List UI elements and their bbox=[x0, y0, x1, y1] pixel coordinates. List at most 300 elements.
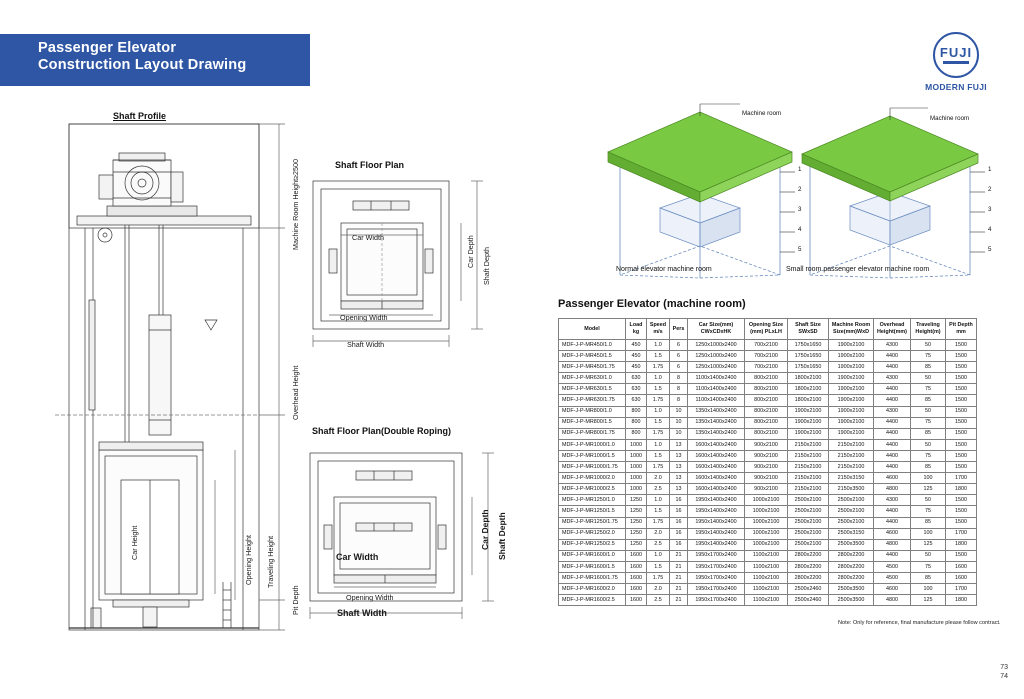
cell-value: 2.5 bbox=[647, 539, 670, 550]
cell-value: 13 bbox=[670, 473, 688, 484]
cell-value: 1250 bbox=[626, 528, 647, 539]
iso-right-tick-3: 3 bbox=[988, 206, 992, 213]
iso-left-tick-1: 1 bbox=[798, 166, 802, 173]
cell-value: 6 bbox=[670, 340, 688, 351]
cell-value: 4300 bbox=[874, 495, 911, 506]
spec-col-header: Overhead Height(mm) bbox=[874, 319, 911, 340]
cell-value: 1000 bbox=[626, 439, 647, 450]
cell-value: 2.0 bbox=[647, 473, 670, 484]
cell-value: 4600 bbox=[874, 473, 911, 484]
logo-bar bbox=[943, 61, 969, 64]
cell-value: 1.5 bbox=[647, 351, 670, 362]
cell-value: 1.0 bbox=[647, 495, 670, 506]
cell-value: 10 bbox=[670, 417, 688, 428]
logo-subtext: MODERN FUJI bbox=[925, 82, 987, 92]
shaft-floor-plan-double-drawing bbox=[300, 445, 510, 635]
cell-value: 800x2100 bbox=[745, 406, 788, 417]
cell-value: 50 bbox=[911, 406, 946, 417]
cell-value: 1900x2100 bbox=[829, 362, 874, 373]
iso-left-caption: Normal elevator machine room bbox=[616, 266, 712, 273]
cell-value: 2500x2100 bbox=[788, 517, 829, 528]
machine-room-label-right: Machine room bbox=[930, 115, 970, 122]
label-machine-room-height: Machine Room Height≥2500 bbox=[291, 158, 300, 250]
cell-model: MDF-J-P-MR1600/1.75 bbox=[559, 572, 626, 583]
spec-table-header-row bbox=[559, 319, 977, 340]
cell-value: 21 bbox=[670, 572, 688, 583]
cell-value: 2500x2100 bbox=[788, 495, 829, 506]
cell-value: 4400 bbox=[874, 550, 911, 561]
cell-value: 1900x2100 bbox=[829, 428, 874, 439]
cell-value: 1.75 bbox=[647, 428, 670, 439]
spec-table-head bbox=[559, 319, 977, 340]
spec-table bbox=[558, 318, 977, 606]
cell-value: 125 bbox=[911, 595, 946, 606]
page-title bbox=[38, 40, 308, 74]
cell-value: 450 bbox=[626, 340, 647, 351]
cell-value: 50 bbox=[911, 340, 946, 351]
cell-value: 2500x3150 bbox=[829, 528, 874, 539]
cell-value: 900x2100 bbox=[745, 484, 788, 495]
cell-model: MDF-J-P-MR800/1.5 bbox=[559, 417, 626, 428]
cell-value: 1700 bbox=[946, 584, 977, 595]
cell-value: 1.75 bbox=[647, 395, 670, 406]
cell-value: 21 bbox=[670, 595, 688, 606]
cell-value: 85 bbox=[911, 395, 946, 406]
cell-value: 1950x1700x2400 bbox=[688, 595, 745, 606]
table-row bbox=[559, 572, 977, 583]
cell-value: 2150x2100 bbox=[788, 462, 829, 473]
cell-value: 1800 bbox=[946, 595, 977, 606]
page-number-top: 73 bbox=[1000, 664, 1008, 671]
cell-model: MDF-J-P-MR1600/2.0 bbox=[559, 584, 626, 595]
cell-value: 1600 bbox=[626, 550, 647, 561]
cell-value: 2150x2100 bbox=[829, 439, 874, 450]
spec-col-header: Model bbox=[559, 319, 626, 340]
iso-left-tick-3: 3 bbox=[798, 206, 802, 213]
cell-value: 630 bbox=[626, 384, 647, 395]
label-opening-height: Opening Height bbox=[244, 535, 253, 585]
cell-value: 1000x2100 bbox=[745, 495, 788, 506]
cell-value: 1600 bbox=[626, 572, 647, 583]
iso-right-tick-4: 4 bbox=[988, 226, 992, 233]
cell-value: 125 bbox=[911, 539, 946, 550]
cell-value: 13 bbox=[670, 462, 688, 473]
cell-model: MDF-J-P-MR450/1.75 bbox=[559, 362, 626, 373]
cell-value: 1500 bbox=[946, 428, 977, 439]
label-opening-width-plan2: Opening Width bbox=[346, 593, 394, 602]
cell-value: 1950x1400x2400 bbox=[688, 506, 745, 517]
cell-value: 4300 bbox=[874, 406, 911, 417]
cell-value: 2150x2100 bbox=[788, 450, 829, 461]
cell-value: 4300 bbox=[874, 340, 911, 351]
shaft-floor-plan-double-title: Shaft Floor Plan(Double Roping) bbox=[312, 426, 451, 436]
cell-value: 1250x1000x2400 bbox=[688, 340, 745, 351]
spec-col-header: Pers bbox=[670, 319, 688, 340]
cell-value: 8 bbox=[670, 384, 688, 395]
cell-value: 1.75 bbox=[647, 362, 670, 373]
cell-value: 16 bbox=[670, 539, 688, 550]
cell-value: 1.75 bbox=[647, 462, 670, 473]
cell-value: 1500 bbox=[946, 373, 977, 384]
cell-value: 4600 bbox=[874, 584, 911, 595]
table-row bbox=[559, 406, 977, 417]
label-shaft-depth-plan2: Shaft Depth bbox=[497, 512, 507, 560]
cell-value: 800x2100 bbox=[745, 384, 788, 395]
cell-value: 1750x1650 bbox=[788, 340, 829, 351]
cell-value: 1250x1000x2400 bbox=[688, 362, 745, 373]
cell-value: 800x2100 bbox=[745, 395, 788, 406]
cell-value: 1250 bbox=[626, 495, 647, 506]
cell-model: MDF-J-P-MR800/1.0 bbox=[559, 406, 626, 417]
cell-value: 630 bbox=[626, 373, 647, 384]
iso-right-caption: Small room passenger elevator machine room bbox=[786, 266, 930, 273]
label-overhead-height: Overhead Height bbox=[291, 365, 300, 420]
cell-value: 13 bbox=[670, 439, 688, 450]
cell-value: 1500 bbox=[946, 517, 977, 528]
cell-value: 1600 bbox=[626, 584, 647, 595]
cell-value: 630 bbox=[626, 395, 647, 406]
iso-left-tick-2: 2 bbox=[798, 186, 802, 193]
table-row bbox=[559, 595, 977, 606]
label-car-depth-plan1: Car Depth bbox=[466, 235, 475, 268]
cell-value: 85 bbox=[911, 462, 946, 473]
cell-value: 125 bbox=[911, 484, 946, 495]
label-car-width-plan1: Car Width bbox=[352, 233, 384, 242]
cell-value: 10 bbox=[670, 428, 688, 439]
page-title-line1: Passenger Elevator bbox=[38, 40, 177, 56]
table-row bbox=[559, 373, 977, 384]
cell-value: 1.5 bbox=[647, 506, 670, 517]
cell-value: 50 bbox=[911, 495, 946, 506]
cell-value: 2800x2200 bbox=[829, 572, 874, 583]
cell-value: 4600 bbox=[874, 528, 911, 539]
cell-value: 1950x1700x2400 bbox=[688, 550, 745, 561]
cell-value: 2500x2100 bbox=[829, 495, 874, 506]
cell-value: 1500 bbox=[946, 362, 977, 373]
cell-value: 1000 bbox=[626, 484, 647, 495]
cell-value: 50 bbox=[911, 550, 946, 561]
cell-value: 85 bbox=[911, 428, 946, 439]
cell-value: 1950x1400x2400 bbox=[688, 539, 745, 550]
cell-value: 1600x1400x2400 bbox=[688, 484, 745, 495]
cell-value: 4400 bbox=[874, 362, 911, 373]
cell-value: 1500 bbox=[946, 462, 977, 473]
cell-value: 100 bbox=[911, 473, 946, 484]
cell-value: 21 bbox=[670, 550, 688, 561]
spec-col-header: Traveling Height(m) bbox=[911, 319, 946, 340]
cell-model: MDF-J-P-MR630/1.0 bbox=[559, 373, 626, 384]
cell-value: 4400 bbox=[874, 517, 911, 528]
cell-value: 16 bbox=[670, 517, 688, 528]
cell-model: MDF-J-P-MR1600/1.0 bbox=[559, 550, 626, 561]
cell-value: 1000 bbox=[626, 473, 647, 484]
spec-table-body bbox=[559, 340, 977, 606]
cell-value: 2500x2100 bbox=[788, 528, 829, 539]
cell-value: 4400 bbox=[874, 351, 911, 362]
cell-value: 1950x1400x2400 bbox=[688, 517, 745, 528]
cell-value: 1900x2100 bbox=[829, 351, 874, 362]
cell-value: 100 bbox=[911, 528, 946, 539]
spec-table-title: Passenger Elevator (machine room) bbox=[558, 298, 746, 310]
cell-value: 1900x2100 bbox=[829, 373, 874, 384]
cell-value: 50 bbox=[911, 439, 946, 450]
cell-model: MDF-J-P-MR1250/2.5 bbox=[559, 539, 626, 550]
cell-value: 85 bbox=[911, 517, 946, 528]
cell-value: 50 bbox=[911, 373, 946, 384]
cell-value: 1250 bbox=[626, 506, 647, 517]
cell-value: 1000x2100 bbox=[745, 506, 788, 517]
cell-value: 2500x3500 bbox=[829, 584, 874, 595]
cell-value: 2800x2200 bbox=[829, 550, 874, 561]
cell-value: 800x2100 bbox=[745, 428, 788, 439]
cell-value: 1100x1400x2400 bbox=[688, 384, 745, 395]
cell-model: MDF-J-P-MR1600/2.5 bbox=[559, 595, 626, 606]
cell-model: MDF-J-P-MR1250/1.5 bbox=[559, 506, 626, 517]
cell-value: 1500 bbox=[946, 450, 977, 461]
cell-value: 10 bbox=[670, 406, 688, 417]
cell-value: 75 bbox=[911, 351, 946, 362]
table-row bbox=[559, 473, 977, 484]
cell-value: 4800 bbox=[874, 595, 911, 606]
cell-value: 1.0 bbox=[647, 439, 670, 450]
cell-value: 1.0 bbox=[647, 340, 670, 351]
cell-value: 4400 bbox=[874, 506, 911, 517]
cell-model: MDF-J-P-MR1250/1.75 bbox=[559, 517, 626, 528]
cell-value: 900x2100 bbox=[745, 439, 788, 450]
cell-value: 1500 bbox=[946, 417, 977, 428]
label-car-height: Car Height bbox=[130, 525, 139, 560]
cell-value: 1000 bbox=[626, 450, 647, 461]
cell-value: 1800x2100 bbox=[788, 373, 829, 384]
cell-value: 2800x2200 bbox=[829, 561, 874, 572]
table-row bbox=[559, 417, 977, 428]
cell-value: 1600x1400x2400 bbox=[688, 462, 745, 473]
cell-value: 1800x2100 bbox=[788, 395, 829, 406]
cell-value: 700x2100 bbox=[745, 340, 788, 351]
table-row bbox=[559, 550, 977, 561]
shaft-profile-title: Shaft Profile bbox=[113, 111, 167, 121]
cell-value: 4400 bbox=[874, 417, 911, 428]
cell-value: 1250 bbox=[626, 539, 647, 550]
spec-col-header: Shaft Size SWxSD bbox=[788, 319, 829, 340]
cell-value: 700x2100 bbox=[745, 351, 788, 362]
page-number bbox=[1000, 663, 1008, 681]
cell-value: 4500 bbox=[874, 572, 911, 583]
cell-value: 1800x2100 bbox=[788, 384, 829, 395]
cell-value: 2800x2200 bbox=[788, 561, 829, 572]
spec-col-header: Pit Depth mm bbox=[946, 319, 977, 340]
cell-value: 1800 bbox=[946, 539, 977, 550]
cell-value: 85 bbox=[911, 572, 946, 583]
cell-value: 75 bbox=[911, 384, 946, 395]
cell-value: 1600x1400x2400 bbox=[688, 473, 745, 484]
cell-value: 900x2100 bbox=[745, 450, 788, 461]
cell-model: MDF-J-P-MR1000/1.5 bbox=[559, 450, 626, 461]
spec-col-header: Car Size(mm) CWxCDxHK bbox=[688, 319, 745, 340]
cell-value: 1500 bbox=[946, 340, 977, 351]
cell-value: 1500 bbox=[946, 550, 977, 561]
cell-value: 1900x2100 bbox=[788, 428, 829, 439]
cell-value: 700x2100 bbox=[745, 362, 788, 373]
spec-table-note: Note: Only for reference, final manufacture please follow contract. bbox=[838, 620, 1001, 626]
cell-model: MDF-J-P-MR1600/1.5 bbox=[559, 561, 626, 572]
cell-value: 16 bbox=[670, 495, 688, 506]
cell-value: 1900x2100 bbox=[829, 384, 874, 395]
cell-value: 1.5 bbox=[647, 417, 670, 428]
label-shaft-width-plan2: Shaft Width bbox=[337, 608, 387, 618]
table-row bbox=[559, 495, 977, 506]
cell-value: 1.0 bbox=[647, 406, 670, 417]
cell-value: 75 bbox=[911, 450, 946, 461]
cell-value: 1900x2100 bbox=[829, 417, 874, 428]
cell-value: 1700 bbox=[946, 473, 977, 484]
cell-value: 1100x2100 bbox=[745, 595, 788, 606]
cell-model: MDF-J-P-MR630/1.75 bbox=[559, 395, 626, 406]
cell-value: 16 bbox=[670, 528, 688, 539]
cell-value: 900x2100 bbox=[745, 462, 788, 473]
cell-value: 1500 bbox=[946, 506, 977, 517]
table-row bbox=[559, 484, 977, 495]
shaft-floor-plan-drawing bbox=[305, 175, 505, 375]
cell-model: MDF-J-P-MR1000/1.0 bbox=[559, 439, 626, 450]
label-pit-depth: Pit Depth bbox=[291, 585, 300, 615]
cell-value: 1600x1400x2400 bbox=[688, 439, 745, 450]
table-row bbox=[559, 439, 977, 450]
cell-value: 4400 bbox=[874, 395, 911, 406]
cell-model: MDF-J-P-MR1000/2.0 bbox=[559, 473, 626, 484]
cell-value: 4500 bbox=[874, 561, 911, 572]
cell-value: 800x2100 bbox=[745, 417, 788, 428]
machine-room-label-left: Machine room bbox=[742, 110, 782, 117]
shaft-floor-plan-title: Shaft Floor Plan bbox=[335, 160, 405, 170]
cell-value: 1500 bbox=[946, 439, 977, 450]
cell-value: 1000x2100 bbox=[745, 539, 788, 550]
cell-value: 4400 bbox=[874, 428, 911, 439]
cell-value: 4800 bbox=[874, 539, 911, 550]
cell-value: 800 bbox=[626, 417, 647, 428]
label-shaft-width-plan1: Shaft Width bbox=[347, 340, 385, 349]
cell-value: 1800 bbox=[946, 484, 977, 495]
cell-value: 2500x2460 bbox=[788, 595, 829, 606]
cell-value: 2500x2100 bbox=[829, 506, 874, 517]
cell-value: 1900x2100 bbox=[829, 395, 874, 406]
cell-value: 1.5 bbox=[647, 450, 670, 461]
cell-value: 1500 bbox=[946, 406, 977, 417]
cell-value: 2150x2100 bbox=[788, 473, 829, 484]
cell-value: 1500 bbox=[946, 395, 977, 406]
table-row bbox=[559, 340, 977, 351]
cell-model: MDF-J-P-MR450/1.0 bbox=[559, 340, 626, 351]
cell-model: MDF-J-P-MR1000/1.75 bbox=[559, 462, 626, 473]
cell-value: 85 bbox=[911, 362, 946, 373]
cell-value: 1750x1650 bbox=[788, 362, 829, 373]
cell-value: 2500x2460 bbox=[788, 584, 829, 595]
cell-value: 1600 bbox=[946, 572, 977, 583]
iso-right-tick-2: 2 bbox=[988, 186, 992, 193]
cell-value: 1100x2100 bbox=[745, 550, 788, 561]
table-row bbox=[559, 362, 977, 373]
cell-value: 1.75 bbox=[647, 572, 670, 583]
cell-value: 1900x2100 bbox=[788, 417, 829, 428]
cell-value: 75 bbox=[911, 417, 946, 428]
table-row bbox=[559, 395, 977, 406]
cell-value: 1000x2100 bbox=[745, 517, 788, 528]
table-row bbox=[559, 584, 977, 595]
iso-right-tick-5: 5 bbox=[988, 246, 992, 253]
cell-value: 4400 bbox=[874, 439, 911, 450]
cell-value: 75 bbox=[911, 561, 946, 572]
cell-model: MDF-J-P-MR1000/2.5 bbox=[559, 484, 626, 495]
cell-model: MDF-J-P-MR1250/2.0 bbox=[559, 528, 626, 539]
cell-value: 4400 bbox=[874, 450, 911, 461]
page-number-bottom: 74 bbox=[1000, 673, 1008, 680]
cell-value: 2500x2100 bbox=[788, 506, 829, 517]
cell-value: 2150x3150 bbox=[829, 473, 874, 484]
label-car-width-plan2: Car Width bbox=[336, 552, 379, 562]
cell-model: MDF-J-P-MR1250/1.0 bbox=[559, 495, 626, 506]
cell-value: 1600 bbox=[626, 595, 647, 606]
cell-value: 1500 bbox=[946, 384, 977, 395]
cell-value: 2500x2100 bbox=[788, 539, 829, 550]
cell-value: 2150x2100 bbox=[788, 484, 829, 495]
table-row bbox=[559, 528, 977, 539]
brand-logo bbox=[910, 32, 1002, 92]
cell-value: 1900x2100 bbox=[788, 406, 829, 417]
cell-value: 1.5 bbox=[647, 384, 670, 395]
cell-value: 13 bbox=[670, 484, 688, 495]
cell-value: 2.0 bbox=[647, 528, 670, 539]
spec-col-header: Load kg bbox=[626, 319, 647, 340]
cell-value: 4800 bbox=[874, 484, 911, 495]
table-row bbox=[559, 506, 977, 517]
iso-right-tick-1: 1 bbox=[988, 166, 992, 173]
cell-value: 8 bbox=[670, 373, 688, 384]
cell-value: 75 bbox=[911, 506, 946, 517]
spec-col-header: Machine Room Size(mm)WxD bbox=[829, 319, 874, 340]
label-shaft-depth-plan1: Shaft Depth bbox=[482, 247, 491, 285]
table-row bbox=[559, 450, 977, 461]
cell-value: 800x2100 bbox=[745, 373, 788, 384]
cell-model: MDF-J-P-MR630/1.5 bbox=[559, 384, 626, 395]
cell-value: 1250x1000x2400 bbox=[688, 351, 745, 362]
cell-value: 1900x2100 bbox=[829, 340, 874, 351]
cell-value: 100 bbox=[911, 584, 946, 595]
cell-value: 2150x2100 bbox=[829, 450, 874, 461]
cell-value: 1600 bbox=[626, 561, 647, 572]
cell-value: 1950x1700x2400 bbox=[688, 584, 745, 595]
cell-value: 2150x2100 bbox=[788, 439, 829, 450]
table-row bbox=[559, 428, 977, 439]
cell-value: 1950x1400x2400 bbox=[688, 528, 745, 539]
cell-value: 1950x1700x2400 bbox=[688, 561, 745, 572]
cell-value: 21 bbox=[670, 584, 688, 595]
cell-value: 16 bbox=[670, 506, 688, 517]
cell-value: 1.0 bbox=[647, 373, 670, 384]
cell-value: 8 bbox=[670, 395, 688, 406]
cell-value: 1100x2100 bbox=[745, 561, 788, 572]
table-row bbox=[559, 517, 977, 528]
cell-value: 1950x1700x2400 bbox=[688, 572, 745, 583]
table-row bbox=[559, 561, 977, 572]
cell-value: 2500x3500 bbox=[829, 595, 874, 606]
cell-value: 2.0 bbox=[647, 584, 670, 595]
cell-value: 1100x1400x2400 bbox=[688, 395, 745, 406]
iso-left-tick-4: 4 bbox=[798, 226, 802, 233]
cell-model: MDF-J-P-MR800/1.75 bbox=[559, 428, 626, 439]
cell-value: 13 bbox=[670, 450, 688, 461]
cell-value: 2800x2200 bbox=[788, 550, 829, 561]
cell-value: 2.5 bbox=[647, 595, 670, 606]
